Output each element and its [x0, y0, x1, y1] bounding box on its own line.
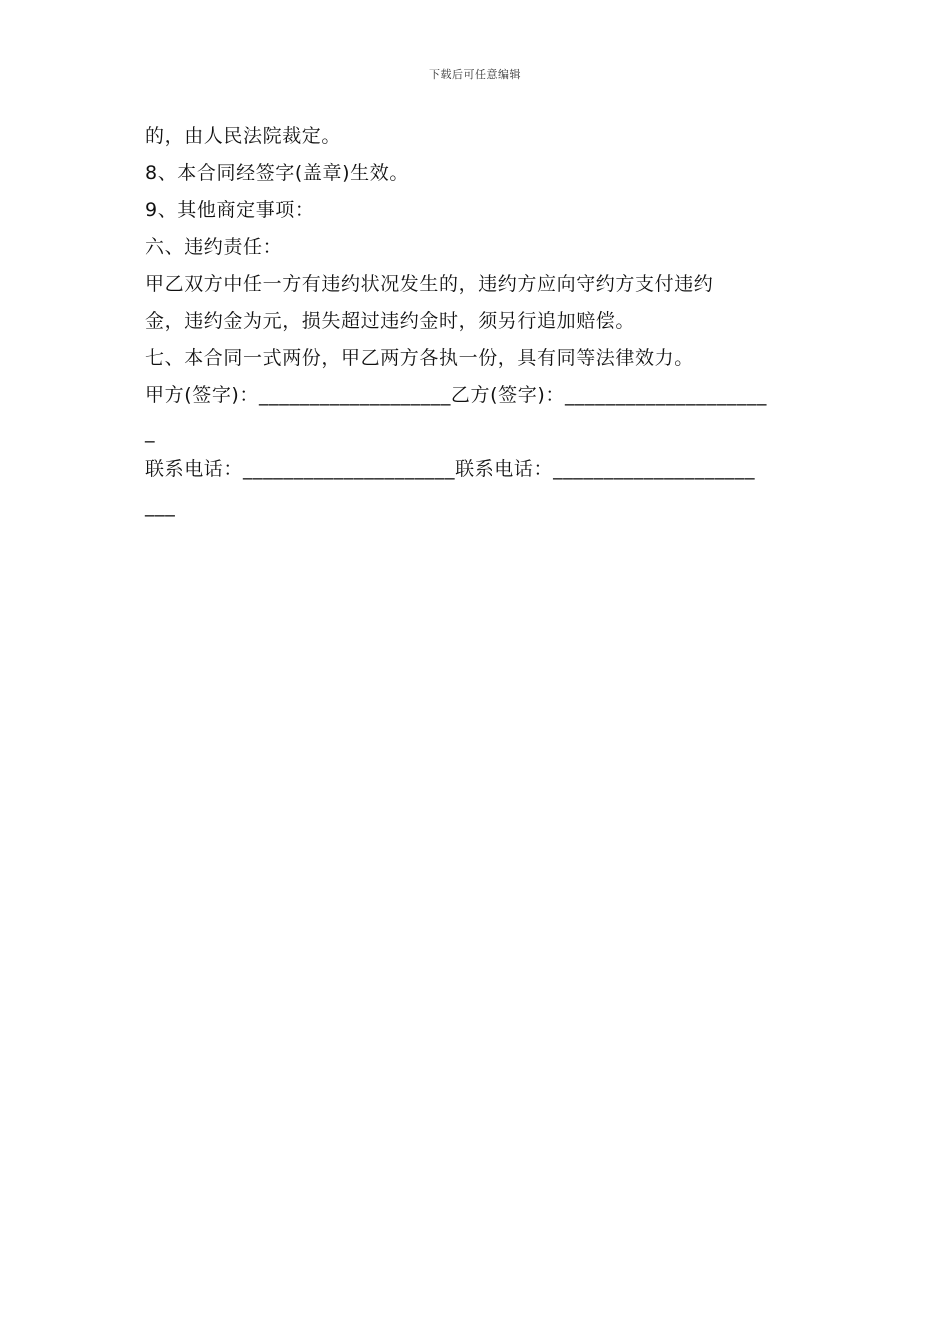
text-line: 甲乙双方中任一方有违约状况发生的，违约方应向守约方支付违约	[145, 273, 714, 295]
text-line: 金，违约金为元，损失超过违约金时，须另行追加赔偿。	[145, 310, 636, 332]
signature-line: 甲方(签字)：___________________乙方(签字)：____________________	[145, 384, 767, 406]
text-line: 9、其他商定事项：	[145, 199, 315, 221]
page-header: 下载后可任意编辑	[429, 68, 521, 81]
phone-line-continuation: ___	[145, 495, 176, 517]
text-line: 8、本合同经签字(盖章)生效。	[145, 162, 409, 184]
text-line: 七、本合同一式两份，甲乙两方各执一份，具有同等法律效力。	[145, 347, 694, 369]
phone-line: 联系电话：_____________________联系电话：____________________	[145, 458, 756, 480]
signature-line-continuation: _	[145, 421, 156, 443]
text-line: 的，由人民法院裁定。	[145, 125, 342, 147]
section-heading: 六、违约责任：	[145, 236, 283, 258]
